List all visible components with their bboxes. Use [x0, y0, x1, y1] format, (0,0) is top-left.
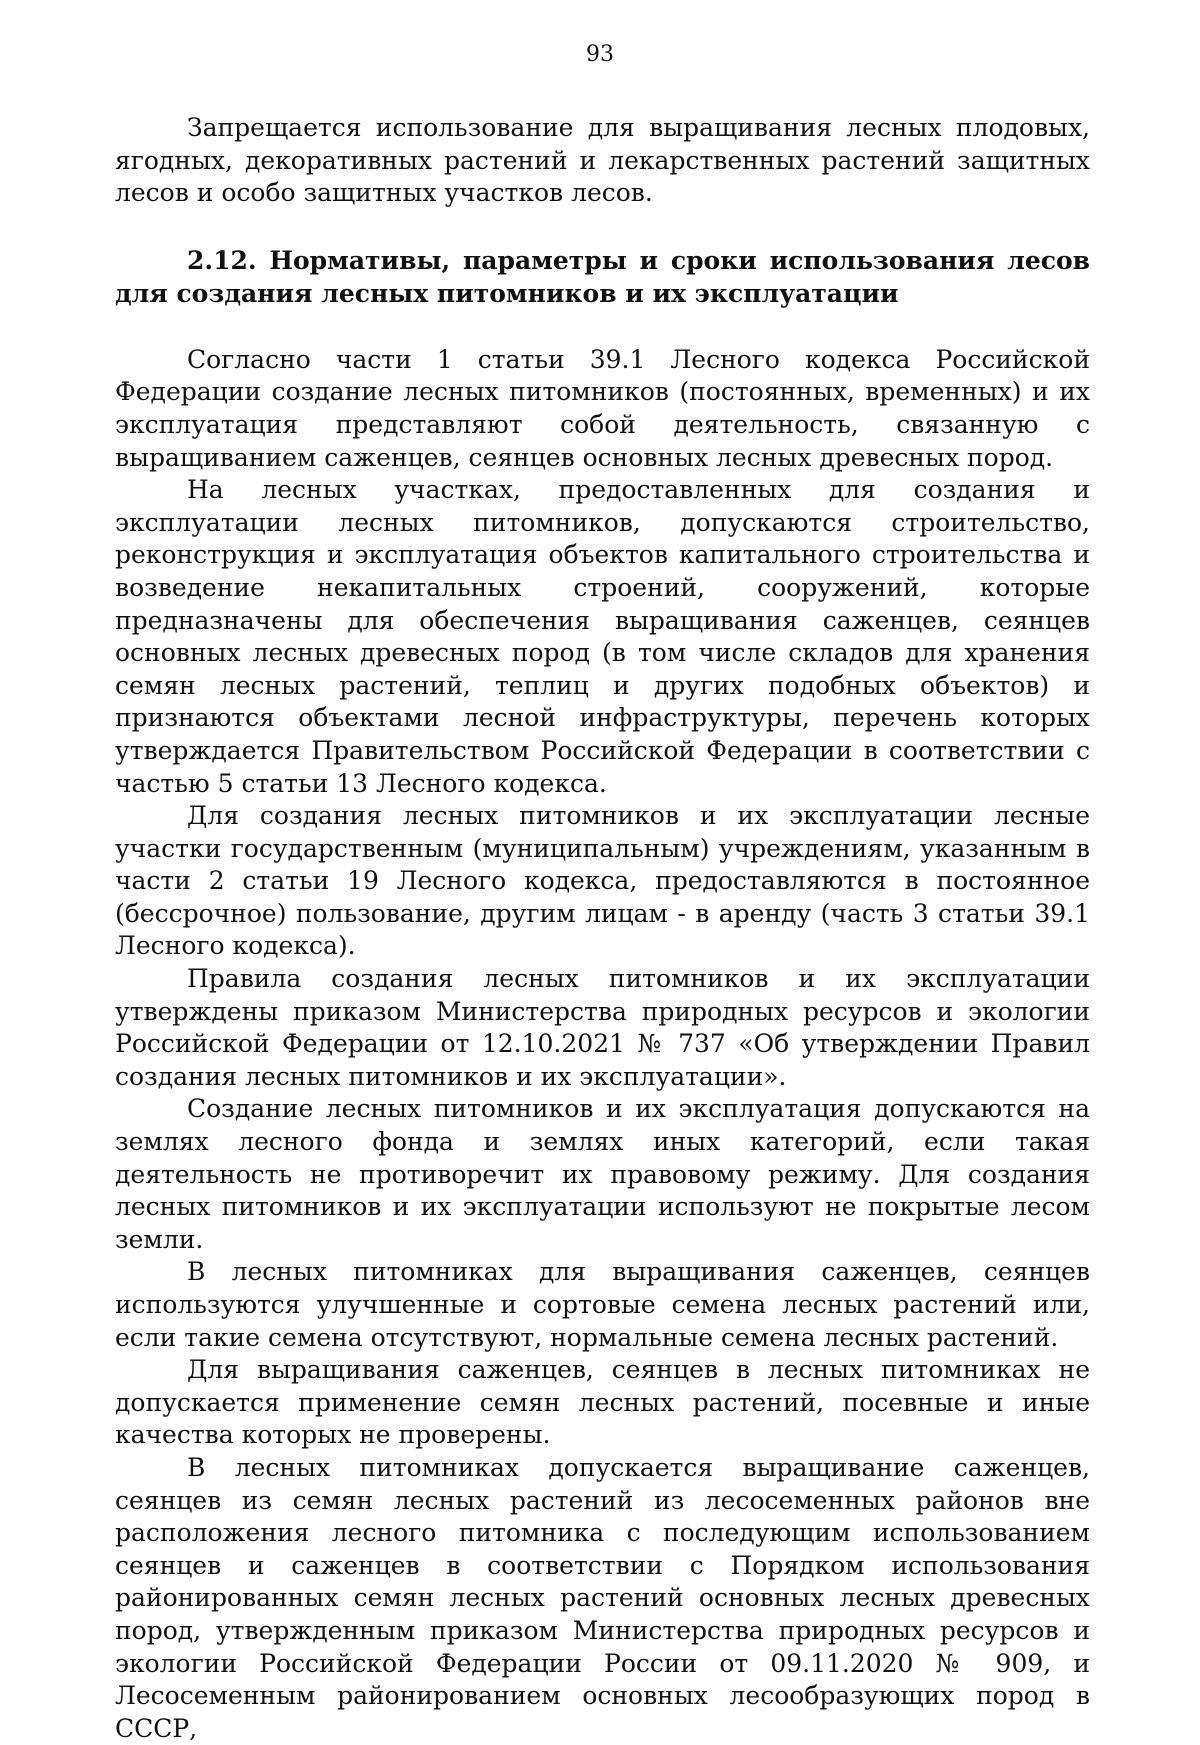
body-paragraph: Создание лесных питомников и их эксплуатация допускаются на землях лесного фонда и землях иных категорий, если такая деятельность не противоречит их правовому режиму. Для создания лесных питомников и их эксплуатации используют не покрытые лесом земли. — [115, 1094, 1090, 1254]
body-paragraph: Правила создания лесных питомников и их эксплуатации утверждены приказом Министерства природных ресурсов и экологии Российской Федерации от 12.10.2021 № 737 «Об утверждении Правил создания лесных питомников и их эксплуатации». — [115, 964, 1090, 1091]
body-paragraph: На лесных участках, предоставленных для создания и эксплуатации лесных питомников, допускаются строительство, реконструкция и эксплуатация объектов капитального строительства и возведение некапитальных строений, сооружений, которые предназначены для обеспечения выращивания саженцев, сеянцев основных лесных древесных пород (в том числе складов для хранения семян лесных растений, теплиц и других подобных объектов) и признаются объектами лесной инфраструктуры, перечень которых утверждается Правительством Российской Федерации в соответствии с частью 5 статьи 13 Лесного кодекса. — [115, 475, 1090, 798]
section-heading: 2.12. Нормативы, параметры и сроки использования лесов для создания лесных питомников и их эксплуатации — [115, 245, 1090, 308]
page-body — [115, 112, 1090, 1745]
body-paragraph: Для создания лесных питомников и их эксплуатации лесные участки государственным (муниципальным) учреждениям, указанным в части 2 статьи 19 Лесного кодекса, предоставляются в постоянное (бессрочное) пользование, другим лицам - в аренду (часть 3 статьи 39.1 Лесного кодекса). — [115, 801, 1090, 961]
body-paragraph: Согласно части 1 статьи 39.1 Лесного кодекса Российской Федерации создание лесных питомников (постоянных, временных) и их эксплуатация представляют собой деятельность, связанную с выращиванием саженцев, сеянцев основных лесных древесных пород. — [115, 344, 1090, 472]
page-number: 93 — [586, 42, 614, 67]
body-paragraph: В лесных питомниках для выращивания саженцев, сеянцев используются улучшенные и сортовые семена лесных растений или, если такие семена отсутствуют, нормальные семена лесных растений. — [115, 1257, 1090, 1352]
body-paragraph: В лесных питомниках допускается выращивание саженцев, сеянцев из семян лесных растений из лесосеменных районов вне расположения лесного питомника с последующим использованием сеянцев и саженцев в соответствии с Порядком использования районированных семян лесных растений основных лесных древесных пород, утвержденным приказом Министерства природных ресурсов и экологии Российской Федерации России от 09.11.2020 № 909, и Лесосеменным районированием основных лесообразующих пород в СССР, — [115, 1452, 1090, 1743]
body-paragraph: Для выращивания саженцев, сеянцев в лесных питомниках не допускается применение семян лесных растений, посевные и иные качества которых не проверены. — [115, 1355, 1090, 1450]
intro-paragraph: Запрещается использование для выращивания лесных плодовых, ягодных, декоративных растений и лекарственных растений защитных лесов и особо защитных участков лесов. — [115, 113, 1090, 208]
